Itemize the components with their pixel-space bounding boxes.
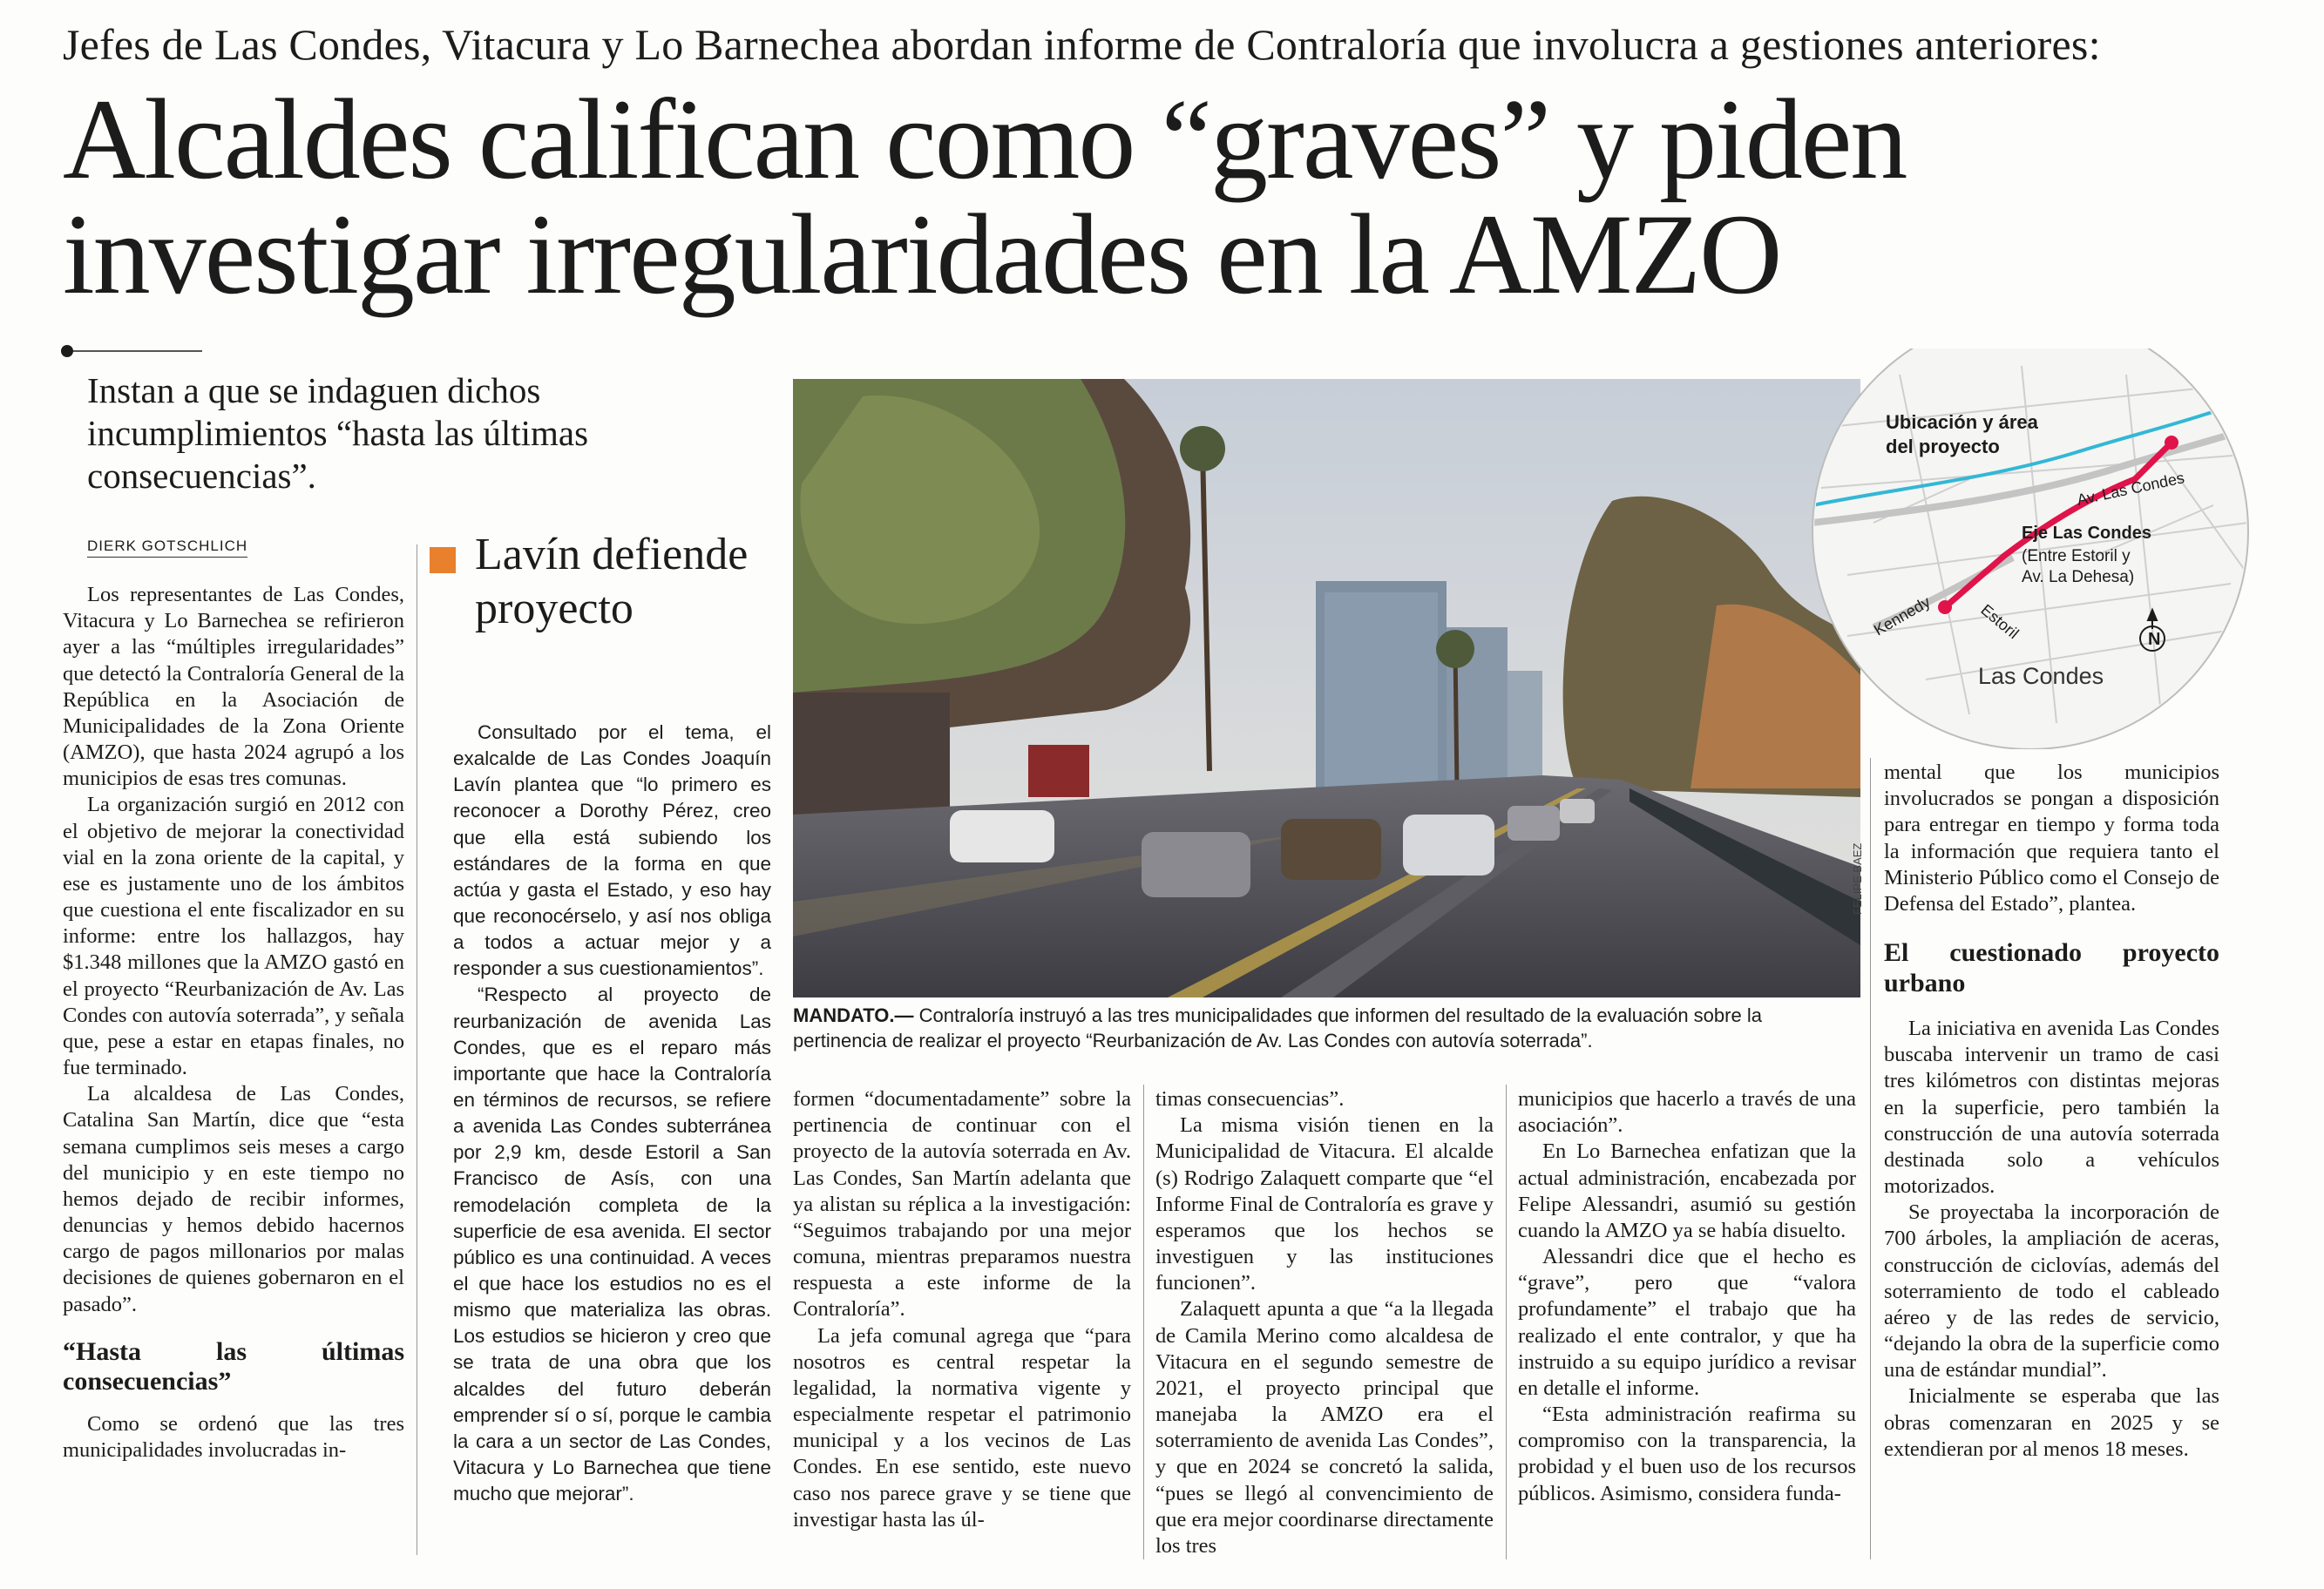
map-street-kennedy: Kennedy: [1871, 592, 1934, 639]
caption-label: MANDATO.—: [793, 1004, 914, 1026]
map-street-estoril: Estoril: [1977, 600, 2022, 643]
subhead: El cuestionado proyecto urbano: [1884, 938, 2219, 997]
location-map: [1795, 348, 2309, 749]
paragraph: timas consecuencias”.: [1155, 1087, 1345, 1111]
section-square-icon: [430, 547, 456, 573]
map-area-label: Las Condes: [1978, 663, 2104, 689]
paragraph: Los representantes de Las Condes, Vitacura y Lo Barnechea se refirieron ayer a las “múltiples irregularidades” que detectó la Contraloría General de la República en la Asociación de Municipalidades de la Zona Oriente (AMZO), que hasta 2024 agrupó a los municipios de esas tres comunas.: [63, 583, 404, 791]
paragraph: Inicialmente se esperaba que las obras comenzaran en 2025 y se extendieran por al menos 18 meses.: [1884, 1384, 2219, 1461]
headline-line-2: investigar irregularidades en la AMZO: [63, 190, 1781, 318]
column-divider: [1143, 1085, 1144, 1559]
paragraph: La organización surgió en 2012 con el objetivo de mejorar la conectividad vial en la zona oriente de la capital, y ese es justamente uno de los ámbitos que cuestiona el ente fiscalizador en su informe: entre los hallazgos, hay $1.348 millones que la AMZO gastó en el proyecto “Reurbanización de Av. Las Condes con autovía soterrada”, y señala que, pese a estar en etapas finales, no fue terminado.: [63, 793, 404, 1080]
column-5: [1518, 1086, 1856, 1507]
map-axis-sub-2: Av. La Dehesa): [2022, 568, 2135, 586]
column-3: [793, 1086, 1131, 1533]
map-axis-sub-1: (Entre Estoril y: [2022, 547, 2131, 565]
deck-bullet: [61, 345, 73, 357]
paragraph: Alessandri dice que el hecho es “grave”, pero que “valora profundamente” el trabajo que ha realizado el ente contralor, y que ha instruido a su equipo jurídico a revisar en detalle el informe.: [1518, 1245, 1856, 1400]
column-6: [1884, 760, 2219, 1463]
street-photo: [793, 379, 1860, 997]
map-title-1: Ubicación y área: [1886, 411, 2038, 433]
paragraph: mental que los municipios involucrados se pongan a disposición para entregar en tiempo y forma toda la información que requiera tanto el Ministerio Público como el Consejo de Defensa del Estado”, plantea.: [1884, 761, 2219, 916]
paragraph: La alcaldesa de Las Condes, Catalina San Martín, dice que “esta semana cumplimos seis meses a cargo del municipio y en este tiempo no hemos dejado de recibir informes, denuncias y hemos debido hacernos cargo de pagos millonarios por malas decisiones de quienes gobernaron en el pasado”.: [63, 1082, 404, 1316]
sidebar-heading: Lavín defiende proyecto: [475, 530, 749, 634]
paragraph: municipios que hacerlo a través de una asociación”.: [1518, 1087, 1856, 1138]
photo-credit: FELIPE BAEZ: [1851, 842, 1864, 915]
paragraph: Se proyectaba la incorporación de 700 árboles, la ampliación de aceras, construcción de ciclovías, además del soterramiento de todo el cableado aéreo y de las redes de servicio, “dejando la obra de la superficie como una de estándar mundial”.: [1884, 1200, 2219, 1383]
column-divider: [1506, 1085, 1507, 1559]
paragraph: Como se ordenó que las tres municipalidades involucradas in-: [63, 1411, 404, 1462]
column-divider: [1870, 758, 1871, 1559]
byline: DIERK GOTSCHLICH: [87, 538, 247, 558]
deck-rule: [63, 350, 202, 352]
paragraph: La jefa comunal agrega que “para nosotros es central respetar la legalidad, la normativa vigente y especialmente respetar el patrimonio municipal y a los vecinos de Las Condes. En ese sentido, este nuevo caso nos parece grave y se tiene que investigar hasta las úl-: [793, 1323, 1131, 1532]
paragraph: “Esta administración reafirma su compromiso con la transparencia, la probidad y el buen uso de los recursos públicos. Asimismo, considera funda-: [1518, 1403, 1856, 1505]
map-title-2: del proyecto: [1886, 436, 2000, 457]
headline-line-1: Alcaldes califican como “graves” y piden: [63, 75, 1907, 203]
headline: [63, 75, 2241, 318]
paragraph: En Lo Barnechea enfatizan que la actual administración, encabezada por Felipe Alessandri, asumió su gestión cuando la AMZO ya se había disuelto.: [1518, 1139, 1856, 1242]
column-4: [1155, 1086, 1494, 1559]
subhead: “Hasta las últimas consecuencias”: [63, 1336, 404, 1396]
map-road-label: Av. Las Condes: [2075, 469, 2186, 509]
paragraph: La misma visión tienen en la Municipalidad de Vitacura. El alcalde (s) Rodrigo Zalaquett comparte que “el Informe Final de Contraloría es grave y esperamos que los hechos se investiguen y las instituciones funcionen”.: [1155, 1113, 1494, 1295]
column-1: [63, 582, 404, 1464]
paragraph: “Respecto al proyecto de reurbanización de avenida Las Condes, que es el reparo más importante que hace la Contraloría en términos de recursos, se refiere a avenida Las Condes subterránea por 2,9 km, desde Estoril a San Francisco de Asís, con una remodelación completa de la superficie de esa avenida. El sector público es una continuidad. A veces el que hace los estudios no es el mismo que materializa las obras. Los estudios se hicieron y creo que se trata de una obra que los alcaldes del futuro deberán emprender sí o sí, porque le cambia la cara a un sector de Las Condes, Vitacura y Lo Barnechea que tiene mucho que mejorar”.: [453, 984, 771, 1505]
paragraph: Zalaquett apunta a que “a la llegada de Camila Merino como alcaldesa de Vitacura en el segundo semestre de 2021, el proyecto principal que manejaba la AMZO era el soterramiento de avenida Las Condes”, y que en 2024 se concretó la salida, “pues se llegó al convencimiento de que era mejor coordinarse directamente los tres: [1155, 1297, 1494, 1558]
sidebar-lavin: [453, 720, 771, 1507]
photo-caption: [793, 1004, 1860, 1053]
paragraph: formen “documentadamente” sobre la pertinencia de continuar con el proyecto de la autovía soterrada en Av. Las Condes, San Martín adelanta que ya alistan su réplica a la investigación: “Seguimos trabajando por una mejor comuna, mientras preparamos nuestra respuesta a este informe de la Contraloría”.: [793, 1087, 1131, 1322]
paragraph: Consultado por el tema, el exalcalde de Las Condes Joaquín Lavín plantea que “lo primero es reconocer a Dorothy Pérez, creo que ella está subiendo los estándares de la forma en que actúa y gasta el Estado, y eso hay que reconocérselo, y así nos obliga a todos a actuar mejor y a responder a sus cuestionamientos”.: [453, 721, 771, 980]
north-label: N: [2148, 630, 2161, 649]
deck: Instan a que se indaguen dichos incumplimientos “hasta las últimas consecuencias”.: [87, 370, 589, 497]
kicker: Jefes de Las Condes, Vitacura y Lo Barnechea abordan informe de Contraloría que involucra a gestiones anteriores:: [63, 20, 2101, 69]
map-axis-title: Eje Las Condes: [2022, 524, 2151, 543]
caption-text: Contraloría instruyó a las tres municipalidades que informen del resultado de la evaluación sobre la pertinencia de realizar el proyecto “Reurbanización de Av. Las Condes con autovía soterrada”.: [793, 1004, 1762, 1051]
paragraph: La iniciativa en avenida Las Condes buscaba intervenir un tramo de casi tres kilómetros con distintas mejoras en la superficie, pero también la construcción de una autovía soterrada destinada solo a vehículos motorizados.: [1884, 1017, 2219, 1199]
